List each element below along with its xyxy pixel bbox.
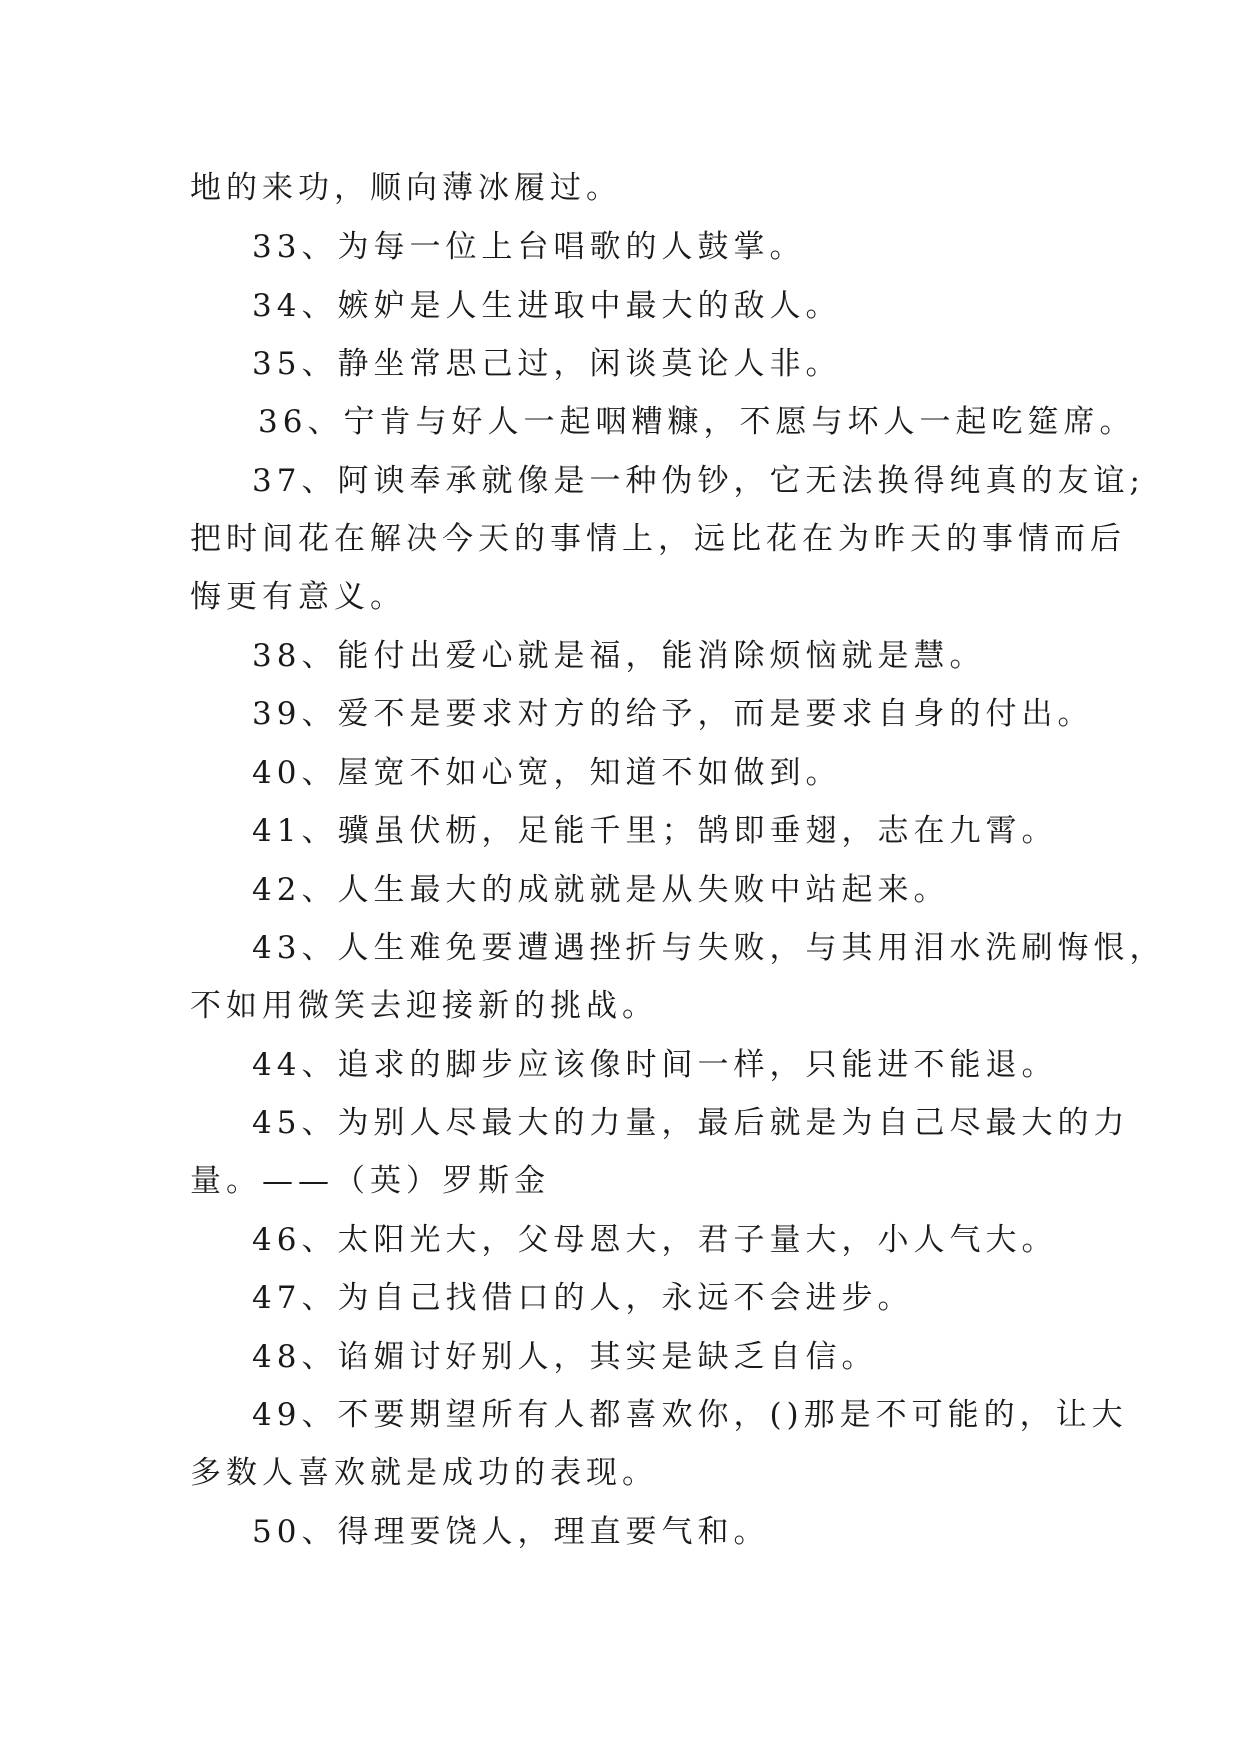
text-line-9: 38、能付出爱心就是福，能消除烦恼就是慧。	[252, 638, 986, 674]
text-line-7: 把时间花在解决今天的事情上，远比花在为昨天的事情而后	[190, 521, 1126, 557]
text-line-10: 39、爱不是要求对方的给予，而是要求自身的付出。	[252, 696, 1094, 732]
text-line-12: 41、骥虽伏枥，足能千里；鹄即垂翅，志在九霄。	[252, 813, 1058, 849]
text-line-23: 多数人喜欢就是成功的表现。	[190, 1455, 658, 1491]
text-line-13: 42、人生最大的成就就是从失败中站起来。	[252, 872, 950, 908]
text-line-11: 40、屋宽不如心宽，知道不如做到。	[252, 755, 842, 791]
text-line-2: 33、为每一位上台唱歌的人鼓掌。	[252, 229, 806, 265]
text-line-4: 35、静坐常思己过，闲谈莫论人非。	[252, 346, 842, 382]
text-line-6: 37、阿谀奉承就像是一种伪钞，它无法换得纯真的友谊;	[252, 463, 1145, 499]
text-line-20: 47、为自己找借口的人，永远不会进步。	[252, 1280, 914, 1316]
text-line-5: 36、宁肯与好人一起咽糟糠，不愿与坏人一起吃筵席。	[258, 404, 1136, 440]
text-line-21: 48、谄媚讨好别人，其实是缺乏自信。	[252, 1339, 878, 1375]
text-line-3: 34、嫉妒是人生进取中最大的敌人。	[252, 288, 842, 324]
text-line-22: 49、不要期望所有人都喜欢你，()那是不可能的，让大	[252, 1397, 1128, 1433]
text-line-24: 50、得理要饶人，理直要气和。	[252, 1514, 770, 1550]
text-line-15: 不如用微笑去迎接新的挑战。	[190, 988, 658, 1024]
text-line-17: 45、为别人尽最大的力量，最后就是为自己尽最大的力	[252, 1105, 1130, 1141]
text-line-19: 46、太阳光大，父母恩大，君子量大，小人气大。	[252, 1222, 1058, 1258]
text-line-8: 悔更有意义。	[190, 579, 406, 615]
text-line-14: 43、人生难免要遭遇挫折与失败，与其用泪水洗刷悔恨，	[252, 930, 1166, 966]
text-line-1: 地的来功，顺向薄冰履过。	[190, 170, 622, 206]
text-line-18: 量。——（英）罗斯金	[190, 1163, 550, 1199]
text-line-16: 44、追求的脚步应该像时间一样，只能进不能退。	[252, 1047, 1058, 1083]
